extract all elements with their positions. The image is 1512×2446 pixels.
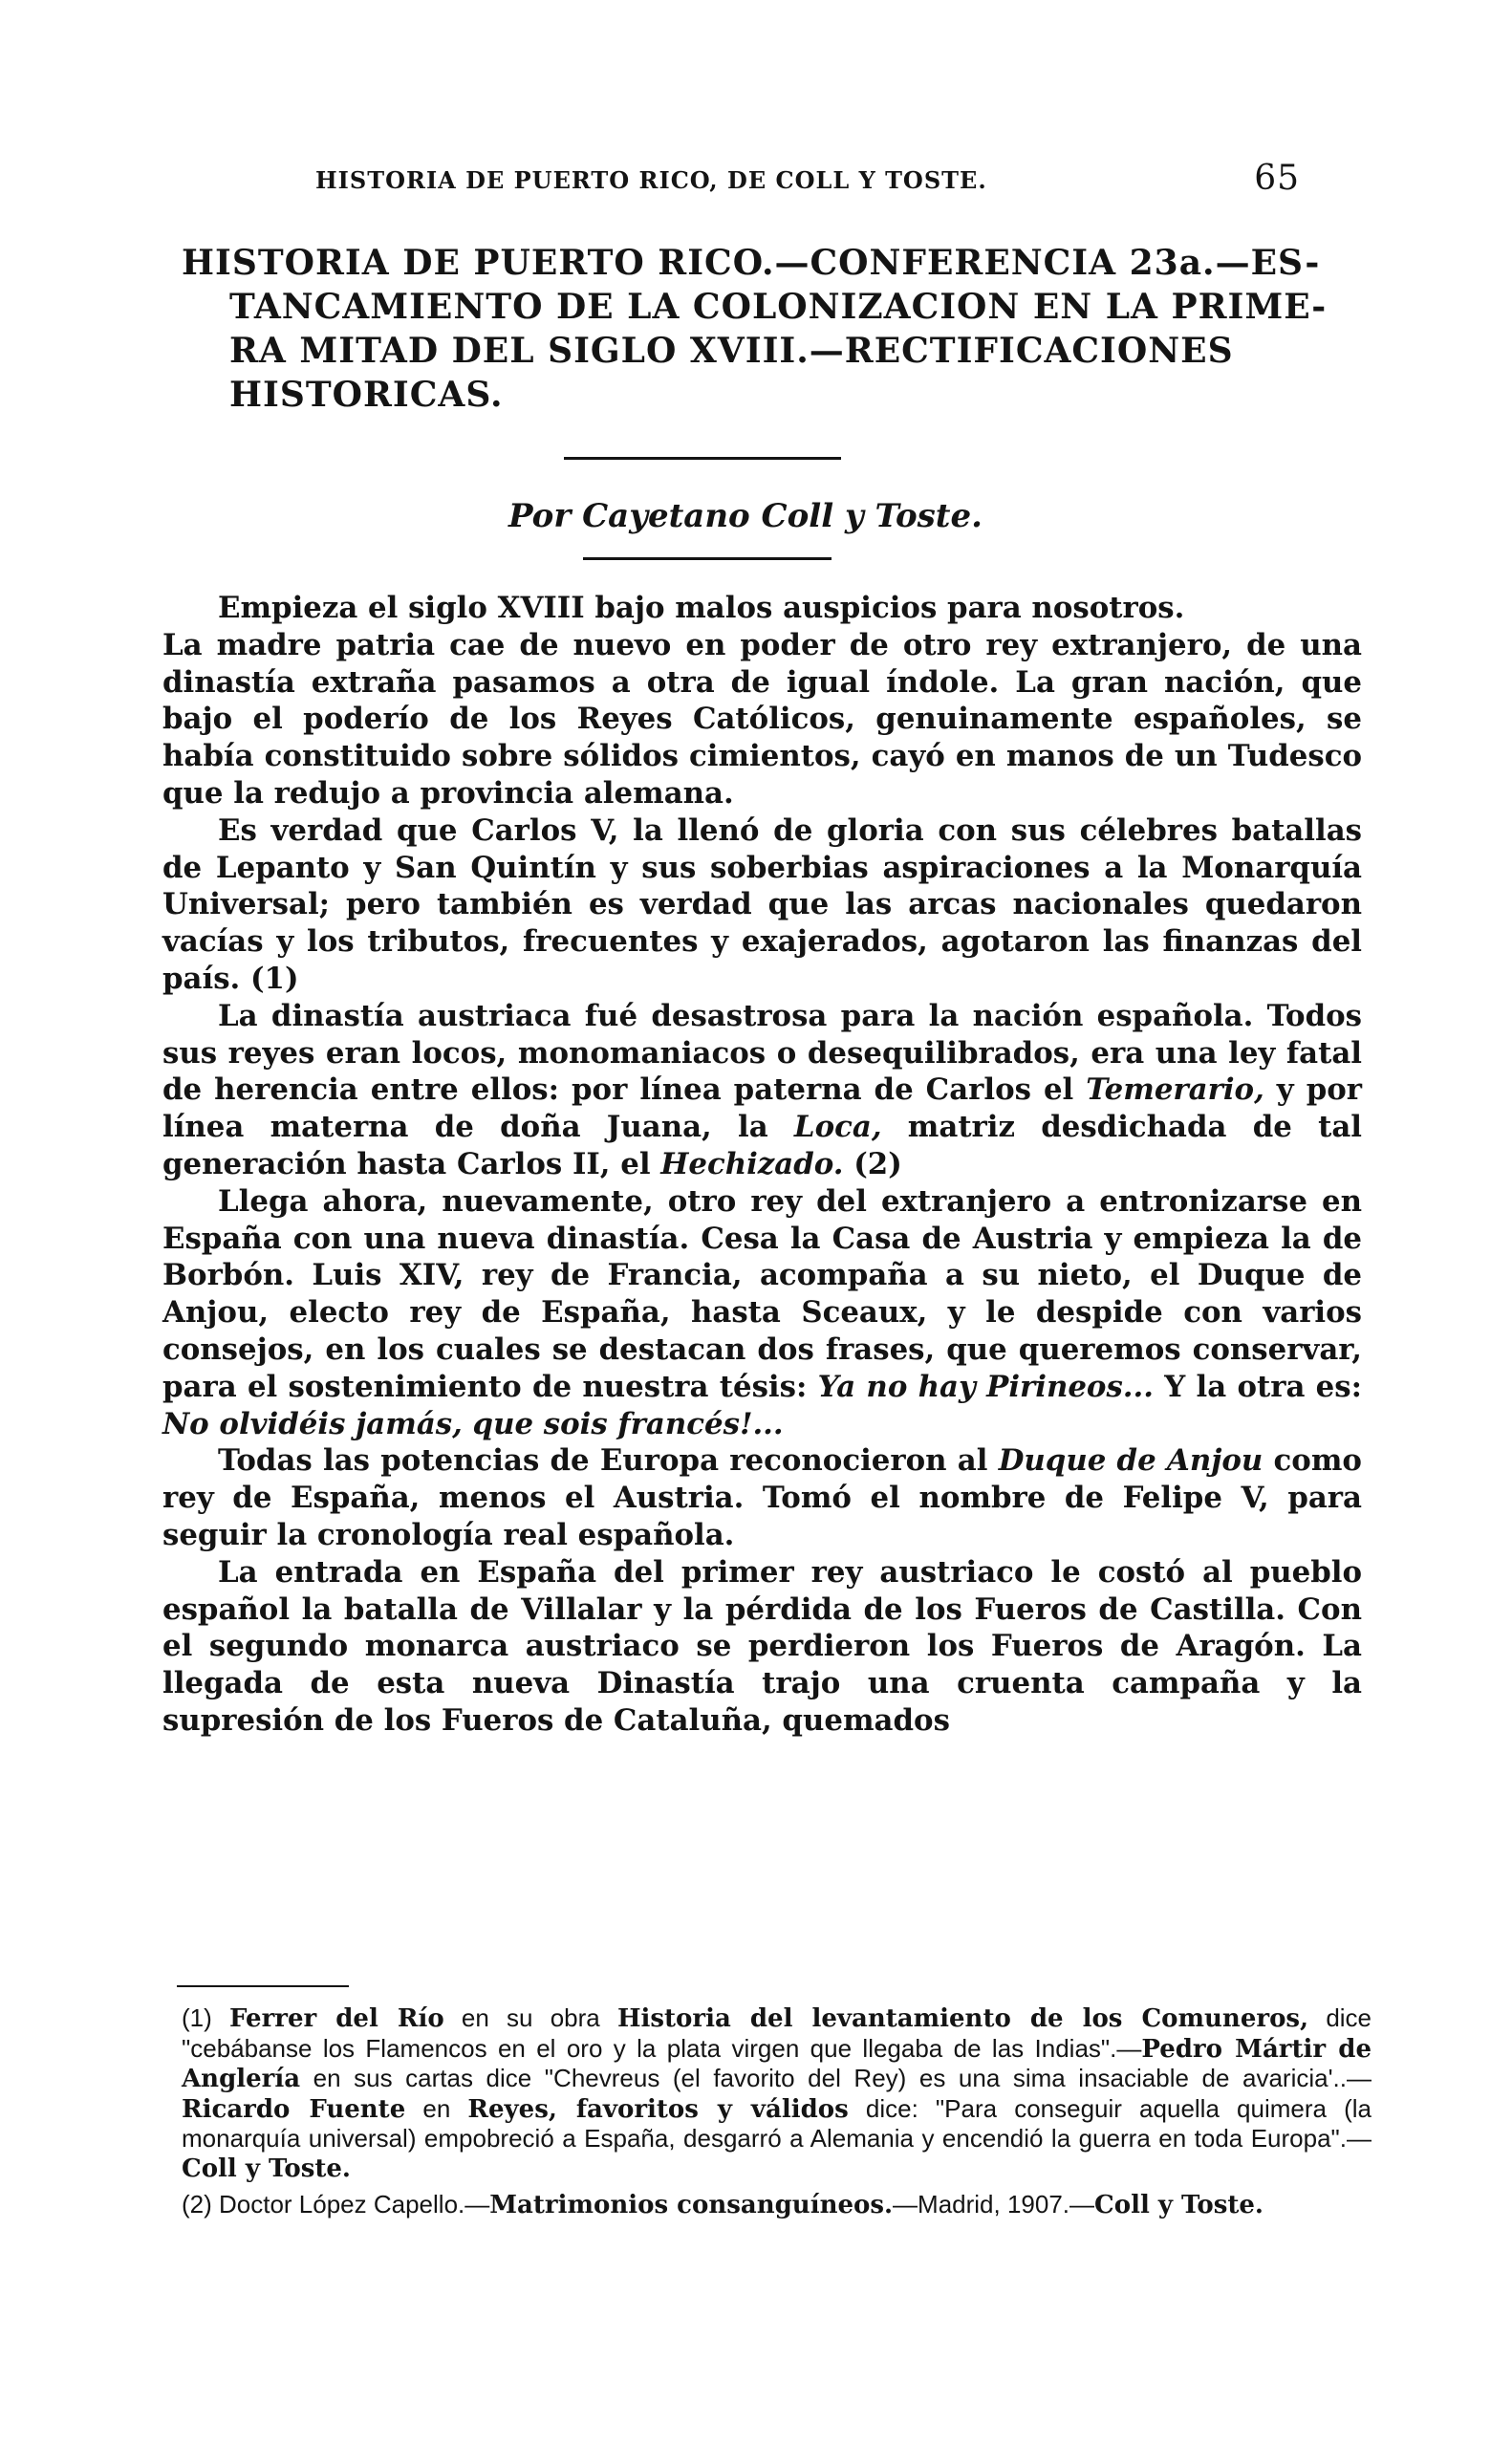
paragraph: La dinastía austriaca fué desastrosa para la nación española. Todos sus reyes eran locos, monomaniacos o desequilibrados, era una ley fatal de herencia entre ellos: por línea paterna de Carlos el Temerario, y por línea materna de doña Juana, la Loca, matriz desdichada de tal generación hasta Carlos II, el Hechizado. (2) xyxy=(162,998,1363,1181)
byline-divider xyxy=(583,557,832,560)
title-divider xyxy=(564,457,841,460)
title-line: TANCAMIENTO DE LA COLONIZACION EN LA PRIME- xyxy=(229,287,1328,327)
footnote-1: (1) Ferrer del Río en su obra Historia del levantamiento de los Comuneros, dice "cebábanse los Flamencos en el oro y la plata virgen que llegaba de las Indias".—Pedro Mártir de Anglería en sus cartas dice "Chevreus (el favorito del Rey) es una sima insaciable de avaricia'..—Ricardo Fuente en Reyes, favoritos y válidos dice: "Para conseguir aquella quimera (la monarquía universal) empobreció a España, desgarró a Alemania y encendió la guerra en toda Europa".—Coll y Toste. xyxy=(182,2003,1372,2183)
emphasis: Duque de Anjou xyxy=(998,1443,1264,1479)
running-head xyxy=(315,161,1300,199)
page-number: 65 xyxy=(1254,159,1300,198)
footnote-2: (2) Doctor López Capello.—Matrimonios consanguíneos.—Madrid, 1907.—Coll y Toste. xyxy=(182,2189,1264,2219)
epithet: Loca, xyxy=(793,1110,882,1145)
paragraph: Empieza el siglo XVIII bajo malos auspicios para nosotros. xyxy=(218,591,1185,625)
paragraph: Llega ahora, nuevamente, otro rey del extranjero a entronizarse en España con una nueva dinastía. Cesa la Casa de Austria y empieza la de Borbón. Luis XIV, rey de Francia, acompaña a su nieto, el Duque de Anjou, electo rey de España, hasta Sceaux, y le despide con varios consejos, en los cuales se destacan dos frases, que queremos conservar, para el sostenimiento de nuestra tésis: Ya no hay Pirineos... Y la otra es: No olvidéis jamás, que sois francés!... xyxy=(162,1183,1362,1441)
paragraph: Todas las potencias de Europa reconocieron al Duque de Anjou como rey de España, menos el Austria. Tomó el nombre de Felipe V, para seguir la cronología real española. xyxy=(162,1443,1362,1552)
footnote-divider xyxy=(177,1985,349,1987)
footnotes xyxy=(182,2003,1372,2225)
title-line: RA MITAD DEL SIGLO XVIII.—RECTIFICACIONES xyxy=(229,331,1234,371)
article-title xyxy=(182,241,1348,417)
quotation: No olvidéis jamás, que sois francés!... xyxy=(162,1406,784,1441)
article-body xyxy=(162,590,1362,1740)
paragraph: La madre patria cae de nuevo en poder de otro rey extranjero, de una dinastía extraña pasamos a otra de igual índole. La gran nación, que bajo el poderío de los Reyes Católicos, genuinamente españoles, se había constituido sobre sólidos cimientos, cayó en manos de un Tudesco que la redujo a provincia alemana. xyxy=(162,627,1362,811)
title-line: HISTORICAS. xyxy=(229,375,504,415)
paragraph: Es verdad que Carlos V, la llenó de gloria con sus célebres batallas de Lepanto y San Quintín y sus soberbias aspiraciones a la Monarquía Universal; pero también es verdad que las arcas nacionales quedaron vacías y los tributos, frecuentes y exajerados, agotaron las finanzas del país. (1) xyxy=(162,812,1362,996)
paragraph: La entrada en España del primer rey austriaco le costó al pueblo español la batalla de Villalar y la pérdida de los Fueros de Castilla. Con el segundo monarca austriaco se perdieron los Fueros de Aragón. La llegada de esta nueva Dinastía trajo una cruenta campaña y la supresión de los Fueros de Cataluña, quemados xyxy=(162,1554,1362,1738)
author-byline: Por Cayetano Coll y Toste. xyxy=(508,497,983,535)
quotation: Ya no hay Pirineos... xyxy=(817,1369,1154,1404)
epithet: Hechizado. xyxy=(660,1146,844,1181)
title-line: HISTORIA DE PUERTO RICO.—CONFERENCIA 23a.—ES- xyxy=(182,243,1321,283)
running-head-title: HISTORIA DE PUERTO RICO, DE COLL Y TOSTE. xyxy=(315,166,987,194)
epithet: Temerario, xyxy=(1086,1072,1264,1108)
